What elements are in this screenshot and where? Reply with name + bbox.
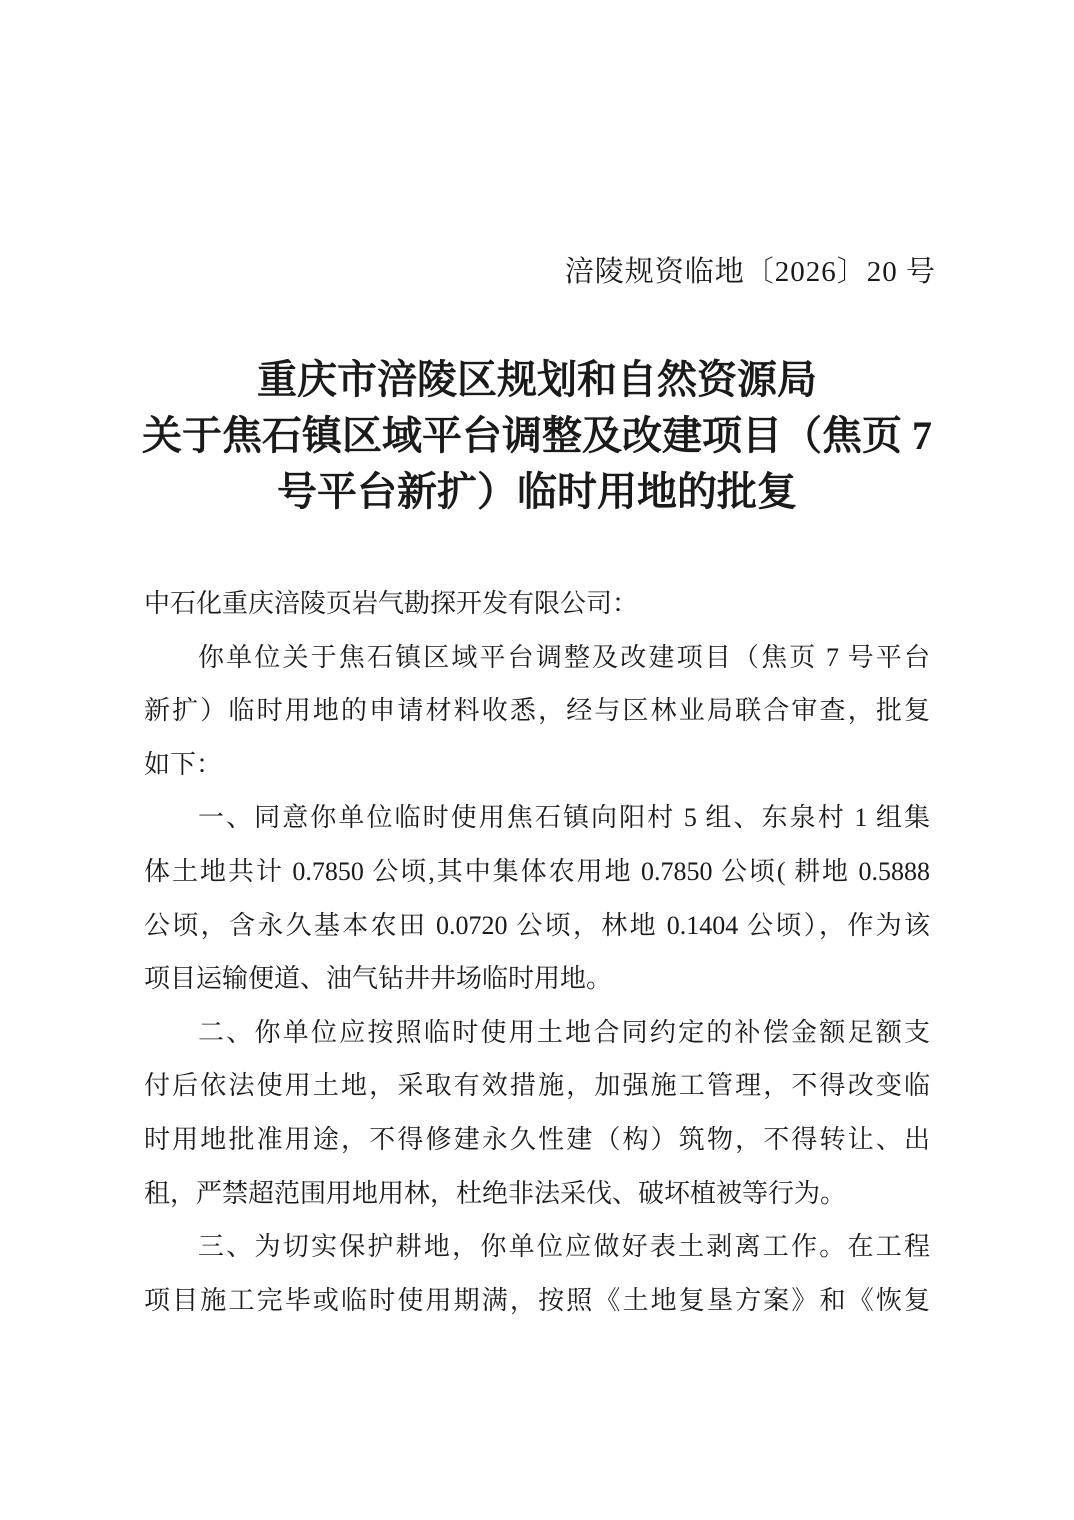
body-line: 三、为切实保护耕地，你单位应做好表土剥离工作。在工程 [198,1232,930,1262]
body-line: 如下： [144,749,223,779]
title-line-2: 关于焦石镇区域平台调整及改建项目（焦页 7 [142,413,932,458]
body-line: 二、你单位应按照临时使用土地合同约定的补偿金额足额支 [198,1017,930,1047]
title-line-3: 号平台新扩）临时用地的批复 [277,469,797,514]
salutation-line: 中石化重庆涪陵页岩气勘探开发有限公司： [144,589,639,618]
body-line: 项目施工完毕或临时使用期满，按照《土地复垦方案》和《恢复 [144,1285,930,1315]
body-line: 付后依法使用土地，采取有效措施，加强施工管理，不得改变临 [144,1071,930,1101]
body-line: 一、同意你单位临时使用焦石镇向阳村 5 组、东泉村 1 组集 [198,803,930,833]
document-title [72,352,1002,520]
body-line: 体土地共计 0.7850 公顷,其中集体农用地 0.7850 公顷( 耕地 0.5888 [144,856,930,886]
body-line: 新扩）临时用地的申请材料收悉，经与区林业局联合审查，批复 [144,696,930,726]
document-body [144,577,930,1327]
body-line: 项目运输便道、油气钻井井场临时用地。 [144,964,613,994]
document-number: 涪陵规资临地〔2026〕20 号 [564,256,936,288]
body-line: 公顷，含永久基本农田 0.0720 公顷，林地 0.1404 公顷），作为该 [144,910,930,940]
body-line: 时用地批准用途，不得修建永久性建（构）筑物，不得转让、出 [144,1124,930,1154]
body-line: 租，严禁超范围用地用林，杜绝非法采伐、破坏植被等行为。 [144,1178,847,1208]
title-line-1: 重庆市涪陵区规划和自然资源局 [257,357,817,402]
body-line: 你单位关于焦石镇区域平台调整及改建项目（焦页 7 号平台 [198,642,930,672]
